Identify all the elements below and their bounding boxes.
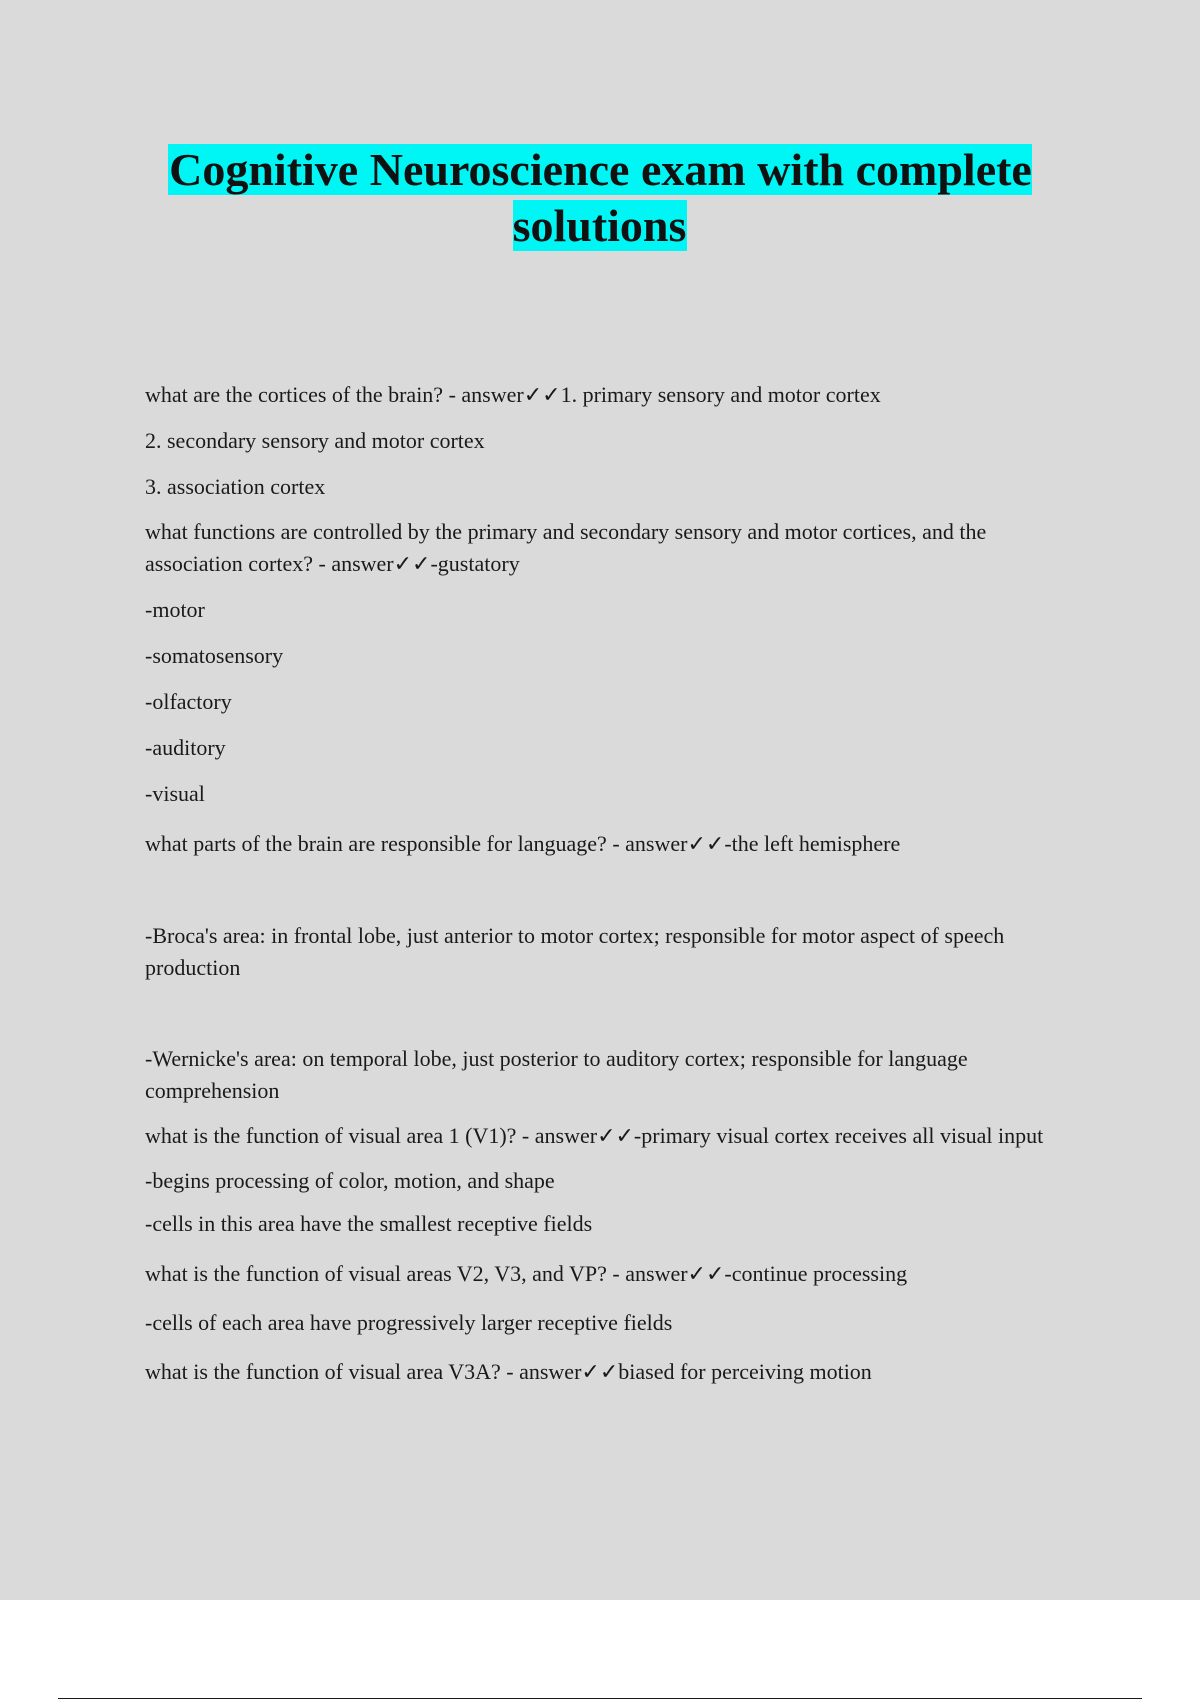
body-line: -Broca's area: in frontal lobe, just anterior to motor cortex; responsible for motor aspect of speech production [145,923,1005,980]
body-line: what are the cortices of the brain? - answer✓✓1. primary sensory and motor cortex [145,382,881,407]
body-line: -cells in this area have the smallest receptive fields [145,1211,593,1236]
body-line: -olfactory [145,689,232,714]
body-line: -motor [145,597,205,622]
body-line: -cells of each area have progressively larger receptive fields [145,1310,673,1335]
body-line: -somatosensory [145,643,284,668]
body-line: what parts of the brain are responsible for language? - answer✓✓-the left hemisphere [145,831,901,856]
body-line: -begins processing of color, motion, and shape [145,1168,555,1193]
body-line: what is the function of visual area 1 (V1)? - answer✓✓-primary visual cortex receives all visual input [145,1123,1044,1148]
body-line: what is the function of visual areas V2, V3, and VP? - answer✓✓-continue processing [145,1261,908,1286]
document-body [145,378,1085,1388]
title-highlight: Cognitive Neuroscience exam with complete solutions [169,144,1032,251]
document-title [100,142,1100,254]
footer-divider [58,1698,1142,1699]
body-line: -auditory [145,735,226,760]
body-line: 2. secondary sensory and motor cortex [145,428,485,453]
body-line: 3. association cortex [145,474,326,499]
body-line: what is the function of visual area V3A? - answer✓✓biased for perceiving motion [145,1359,872,1384]
body-line: -Wernicke's area: on temporal lobe, just posterior to auditory cortex; responsible for language comprehension [145,1046,968,1103]
body-line: what functions are controlled by the primary and secondary sensory and motor cortices, and the association cortex? - answer✓✓-gustatory [145,519,987,576]
body-line: -visual [145,781,205,806]
